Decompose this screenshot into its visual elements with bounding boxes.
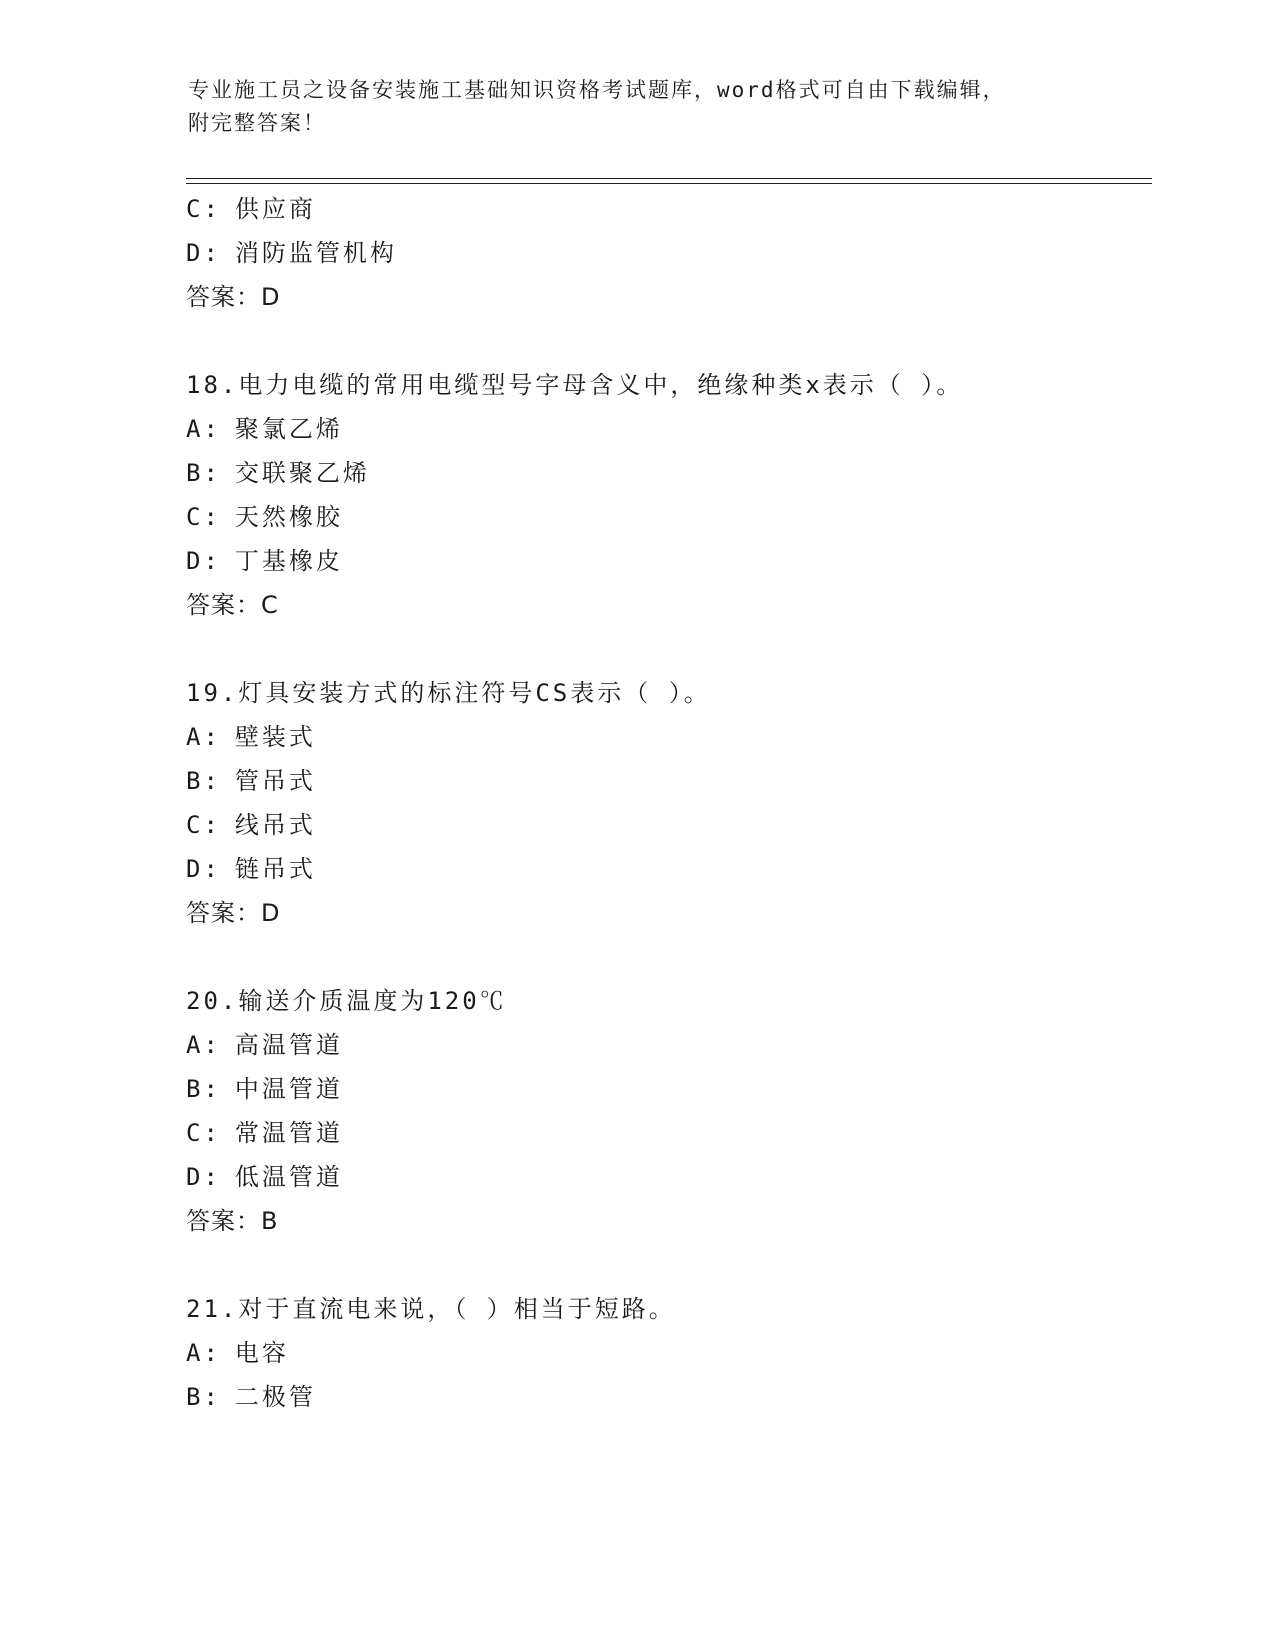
answer-line: 答案：D (186, 283, 281, 311)
header-line-2: 附完整答案！ (188, 111, 326, 135)
answer-line: 答案：B (186, 1207, 279, 1235)
option-line: A: 电容 (186, 1339, 289, 1367)
option-line: A: 壁装式 (186, 723, 316, 751)
option-line: C: 供应商 (186, 195, 316, 223)
option-line: B: 交联聚乙烯 (186, 459, 370, 487)
option-line: B: 管吊式 (186, 767, 316, 795)
option-line: B: 二极管 (186, 1383, 316, 1411)
answer-line: 答案：D (186, 899, 281, 927)
question-title: 18.电力电缆的常用电缆型号字母含义中，绝缘种类x表示（ ）。 (186, 371, 964, 399)
document-header (188, 74, 1088, 140)
header-divider-bottom (186, 183, 1152, 184)
question-title: 21.对于直流电来说，（ ）相当于短路。 (186, 1295, 676, 1323)
option-line: A: 高温管道 (186, 1031, 343, 1059)
answer-line: 答案：C (186, 591, 279, 619)
question-title: 19.灯具安装方式的标注符号CS表示（ ）。 (186, 679, 711, 707)
option-line: B: 中温管道 (186, 1075, 343, 1103)
option-line: D: 丁基橡皮 (186, 547, 343, 575)
option-line: D: 链吊式 (186, 855, 316, 883)
option-line: D: 低温管道 (186, 1163, 343, 1191)
option-line: C: 常温管道 (186, 1119, 343, 1147)
option-line: A: 聚氯乙烯 (186, 415, 343, 443)
option-line: C: 线吊式 (186, 811, 316, 839)
option-line: D: 消防监管机构 (186, 239, 397, 267)
question-title: 20.输送介质温度为120℃ (186, 987, 507, 1015)
header-divider-top (186, 178, 1152, 179)
option-line: C: 天然橡胶 (186, 503, 343, 531)
header-line-1: 专业施工员之设备安装施工基础知识资格考试题库，word格式可自由下载编辑， (188, 78, 1006, 102)
